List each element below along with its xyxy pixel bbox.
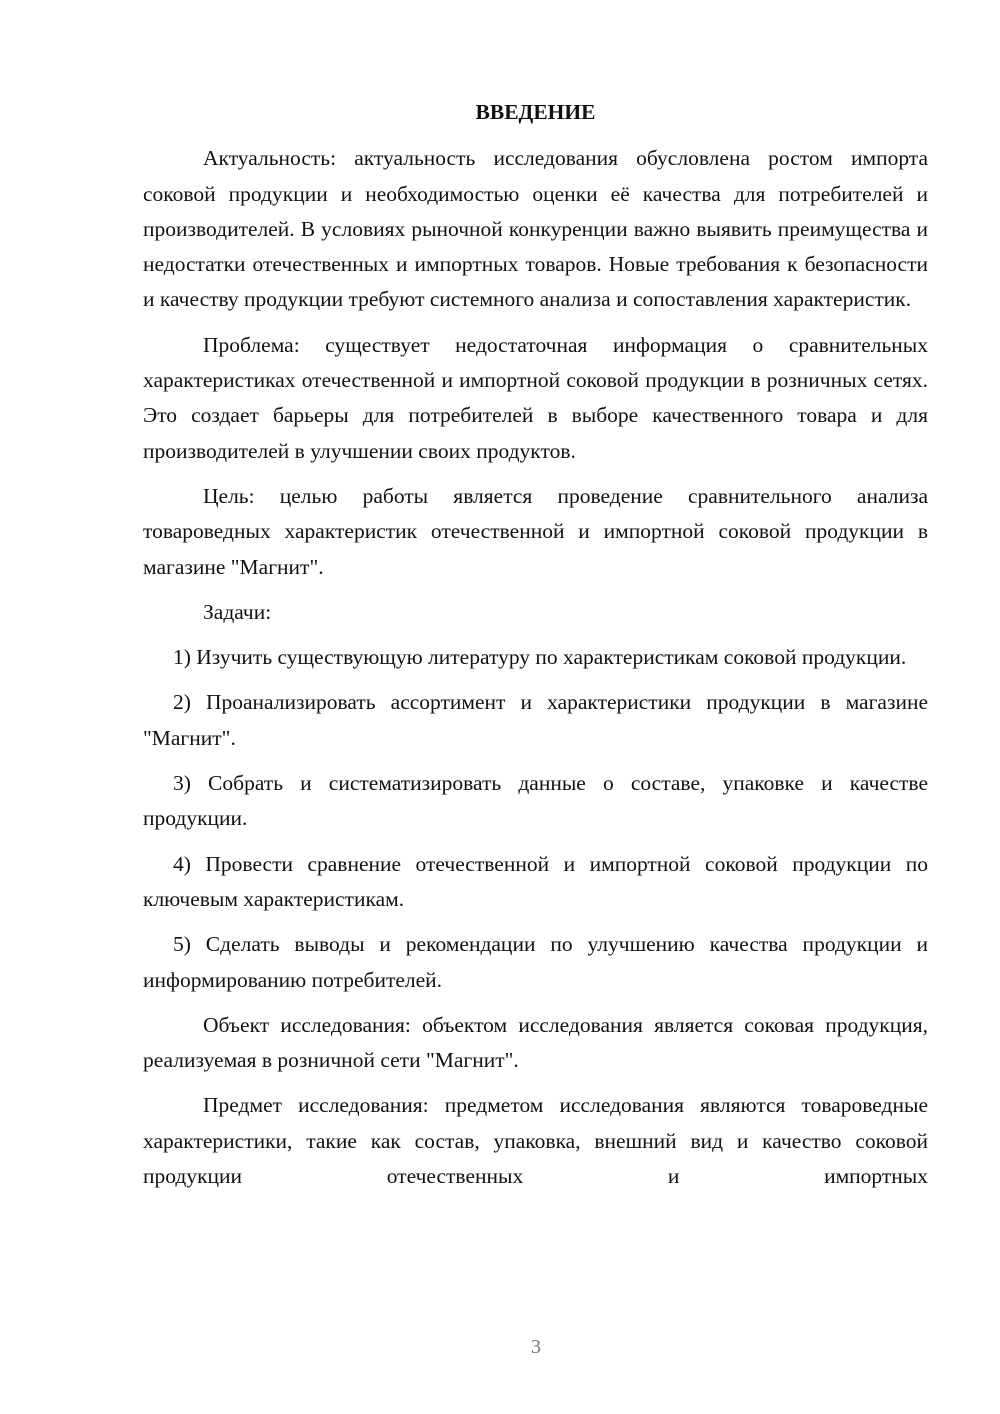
task-item: 3) Собрать и систематизировать данные о составе, упаковке и качестве продукции. (143, 771, 928, 831)
goal-paragraph: Цель: целью работы является проведение сравнительного анализа товароведных характеристик отечественной и импортной соковой продукции в магазине "Магнит". (143, 483, 928, 579)
object-paragraph: Объект исследования: объектом исследования является соковая продукция, реализуемая в розничной сети "Магнит". (143, 1012, 928, 1073)
tasks-label: Задачи: (203, 599, 272, 624)
relevance-paragraph: Актуальность: актуальность исследования обусловлена ростом импорта соковой продукции и необходимостью оценки её качества для потребителей и производителей. В условиях рыночной конкуренции важно выявить преимущества и недостатки отечественных и импортных товаров. Новые требования к безопасности и качеству продукции требуют системного анализа и сопоставления характеристик. (143, 146, 928, 312)
section-heading: ВВЕДЕНИЕ (475, 100, 596, 124)
task-item: 4) Провести сравнение отечественной и импортной соковой продукции по ключевым характеристикам. (143, 851, 928, 911)
task-item: 1) Изучить существующую литературу по характеристикам соковой продукции. (173, 645, 907, 670)
task-item: 2) Проанализировать ассортимент и характеристики продукции в магазине "Магнит". (143, 690, 928, 750)
subject-paragraph: Предмет исследования: предметом исследования являются товароведные характеристики, такие как состав, упаковка, внешний вид и качество соковой продукции отечественных и импортных (143, 1093, 928, 1189)
problem-paragraph: Проблема: существует недостаточная информация о сравнительных характеристиках отечественной и импортной соковой продукции в розничных сетях. Это создает барьеры для потребителей в выборе качественного товара и для производителей в улучшении своих продуктов. (143, 332, 928, 463)
page-content (143, 95, 928, 1204)
task-item: 5) Сделать выводы и рекомендации по улучшению качества продукции и информированию потребителей. (143, 932, 928, 992)
page-number: 3 (531, 1336, 541, 1358)
